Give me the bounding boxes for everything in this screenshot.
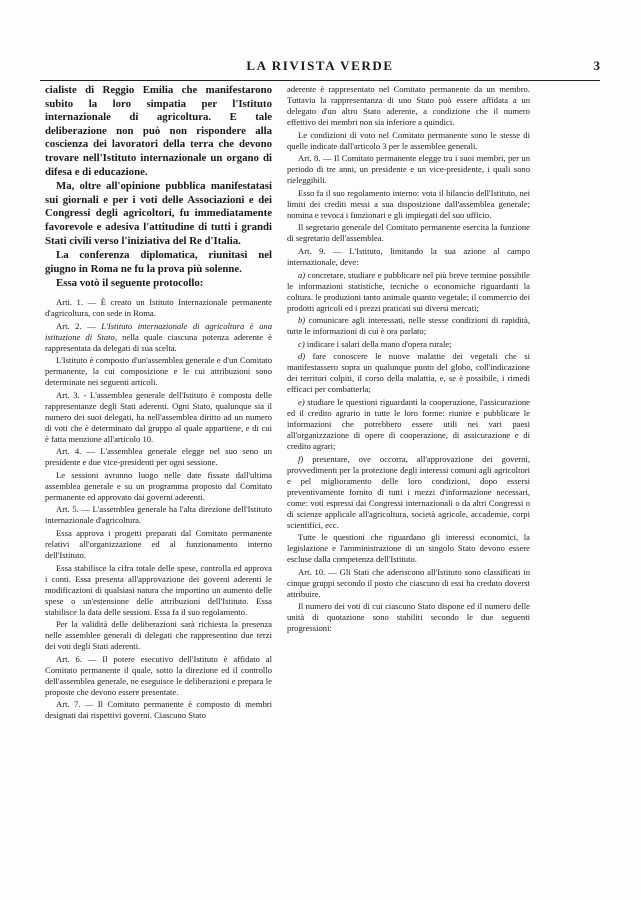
article-9: Art. 9. — L'Istituto, limitando la sua azione al campo internazionale, deve: xyxy=(287,245,530,267)
list-item xyxy=(287,315,530,337)
item-text: comunicare agli interessati, nelle stesse condizioni di rapidità, tutte le informazioni di cui è ora parlato; xyxy=(287,315,530,337)
article-2-italic: L'Istituto internazionale di agricoltura è una istituzione di Stato, xyxy=(45,320,272,342)
article-8: Art. 8. — Il Comitato permanente elegge tra i suoi membri, per un periodo di tre anni, un presidente e un vice-presidente, i quali sono rieleggibili. xyxy=(287,153,530,186)
list-item xyxy=(287,351,530,395)
paragraph: cialiste di Reggio Emilia che manifestarono subito la loro simpatia per l'Istituto internazionale di agricoltura. E tale deliberazione non può non rispondere alla coscienza dei lavoratori della terra che devono trovare nell'Istituto internazionale un organo di difesa e di educazione. xyxy=(45,84,272,178)
paragraph: aderente è rappresentato nel Comitato permanente da un membro. Tuttavia la rappresentanza di uno Stato può essere affidata a un delegato d'un altro Stato aderente, a condizione che il numero effettivo dei membri non sia inferiore a quindici. xyxy=(287,84,530,127)
article-2-rest: nella quale ciascuna potenza aderente è rappresentata da delegati di sua scelta. xyxy=(45,331,272,353)
right-column xyxy=(287,84,530,636)
left-column xyxy=(45,84,272,723)
running-title: LA RIVISTA VERDE xyxy=(246,58,394,73)
article-2 xyxy=(45,321,272,354)
paragraph: Per la validità delle deliberazioni sarà richiesta la presenza nelle assemblee generali di delegati che rappresentino due terzi dei voti degli Stati aderenti. xyxy=(45,619,272,652)
intro-paragraphs xyxy=(45,84,272,291)
article-7: Art. 7. — Il Comitato permanente è composto di membri designati dai rispettivi governi. Ciascuno Stato xyxy=(45,699,272,721)
article-1: Arti. 1. — È creato un Istituto Internazionale permanente d'agricoltura, con sede in Roma. xyxy=(45,296,272,318)
paragraph: Il segretario generale del Comitato permanente esercita la funzione di segretario dell'assemblea. xyxy=(287,222,530,244)
item-letter: d) xyxy=(298,351,306,362)
paragraph: Essa stabilisce la cifra totale delle spese, controlla ed approva i conti. Essa presenta all'approvazione dei governi aderenti le modificazioni di qualsiasi natura che importino un aumento delle spese o un'estensione delle attribuzioni dell'Istituto. Essa stabilisce la data delle sessioni. Essa fa il suo regolamento. xyxy=(45,562,272,617)
paragraph: Le condizioni di voto nel Comitato permanente sono le stesse di quelle indicate dall'articolo 3 per le assemblee generali. xyxy=(287,129,530,151)
paragraph: Ma, oltre all'opinione pubblica manifestatasi sui giornali e per i voti delle Associazioni e dei Congressi degli agricoltori, fu immediatamente favorevole e adesiva l'attitudine di tutti i grandi Stati civili verso l'iniziativa del Re d'Italia. xyxy=(45,180,272,247)
page-number: 3 xyxy=(593,58,600,73)
running-header xyxy=(40,58,600,78)
protocol-left xyxy=(45,297,272,722)
list-item xyxy=(287,270,530,314)
paragraph: Essa votò il seguente protocollo: xyxy=(56,277,204,290)
paragraph: L'Istituto è composto d'un'assemblea generale e d'un Comitato permanente, la cui composizione e le cui attribuzioni sono determinate nei seguenti articoli. xyxy=(45,355,272,388)
list-item xyxy=(287,454,530,531)
paragraph: Esso fa il suo regolamento interno: vota il bilancio dell'Istituto, nei limiti dei crediti messi a sua disposizione dall'assemblea generale; nomina e revoca i funzionari e gli impiegati del suo ufficio. xyxy=(287,187,530,220)
item-text: indicare i salari della mano d'opera rurale; xyxy=(304,338,452,349)
header-rule xyxy=(40,80,600,81)
item-letter: e) xyxy=(298,396,305,407)
article-2-head: Art. 2. — xyxy=(56,320,102,331)
article-4: Art. 4. — L'assemblea generale elegge nel suo seno un presidente e due vice-presidenti per ogni sessione. xyxy=(45,446,272,468)
article-5: Art. 5. — L'assemblea generale ha l'alta direzione dell'Istituto internazionale d'agricoltura. xyxy=(45,504,272,526)
item-letter: f) xyxy=(298,453,304,464)
item-text: presentare, ove occorra, all'approvazione dei governi, provvedimenti per la protezione degli interessi comuni agli agricoltori e pel miglioramento delle loro condizioni, dopo essersi preventivamente fornito di tutti i mezzi d'informazione necessari, come: voti espressi dai Congressi internazionali o da altri Congressi o di scienze applicale all'agricoltura, società agricole, accademie, corpi scientifici, ecc. xyxy=(287,453,530,530)
list-item xyxy=(287,339,530,350)
paragraph: Essa approva i progetti preparati dal Comitato permanente relativi all'organizzazione ed al funzionamento interno dell'Istituto. xyxy=(45,528,272,561)
item-letter: a) xyxy=(298,269,306,280)
item-text: concretare, studiare e pubblicare nel più breve termine possibile le informazioni statistiche, tecniche o economiche riguardanti la coltura. le produzioni tanto animale quanto vegetale; il commercio dei prodotti agricoli ed i prezzi praticati sui diversi mercati; xyxy=(287,269,530,313)
item-text: fare conoscere le nuove malattie dei vegetali che si manifestassero sopra un qualunque punto del globo, coll'indicazione dei territori colpiti, il corso della malattia, e, se è possibile, i rimedi efficaci per combatterla; xyxy=(287,351,530,395)
item-letter: c) xyxy=(298,338,305,349)
item-text: studiare le questioni riguardanti la cooperazione, l'assicurazione ed il credito agrario in tutte le loro forme: riunire e pubblicare le informazioni che potrebbero essere utili nei vari paesi all'organizzazione di opere di cooperazione, di assicurazione e di credito agrari; xyxy=(287,396,530,451)
paragraph: Tutte le questioni che riguardano gli interessi economici, la legislazione e l'amministrazione di un singolo Stato devono essere escluse dalla competenza dell'Istituto. xyxy=(287,532,530,565)
paragraph: Le sessioni avranno luogo nelle date fissate dall'ultima assemblea generale e su un programma proposto dal Comitato permanente ed approvato dai governi aderenti. xyxy=(45,469,272,502)
paragraph: La conferenza diplomatica, riunitasi nel giugno in Roma ne fu la prova più solenne. xyxy=(45,249,272,275)
article-3: Art. 3. - L'assemblea generale dell'Istituto è composta delle rappresentanze degli Stati aderenti. Ogni Stato, qualunque sia il numero dei suoi delegati, ha nell'assemblea diritto ad un numero di voti che è determinato dal gruppo al quale appartiene, e di cui è fatta menzione all'articolo 10. xyxy=(45,389,272,444)
article-10: Art. 10. — Gli Stati che aderiscono all'Istituto sono classificati in cinque gruppi secondo il posto che ciascuno di essi ha creduto doverst attribuire. xyxy=(287,566,530,599)
item-letter: b) xyxy=(298,315,306,326)
paragraph: Il numero dei voti di cui ciascuno Stato dispone ed il numero delle unità di quotazione sono stabiliti secondo le due seguenti progressioni: xyxy=(287,601,530,634)
article-6: Art. 6. — Il potere esecutivo dell'Istituto è affidato al Comitato permanente il quale, sotto la direzione ed il controllo dell'assemblea generale, ne eseguisce le deliberazioni e prepara le proposte che devono essere presentate. xyxy=(45,653,272,697)
list-item xyxy=(287,397,530,452)
